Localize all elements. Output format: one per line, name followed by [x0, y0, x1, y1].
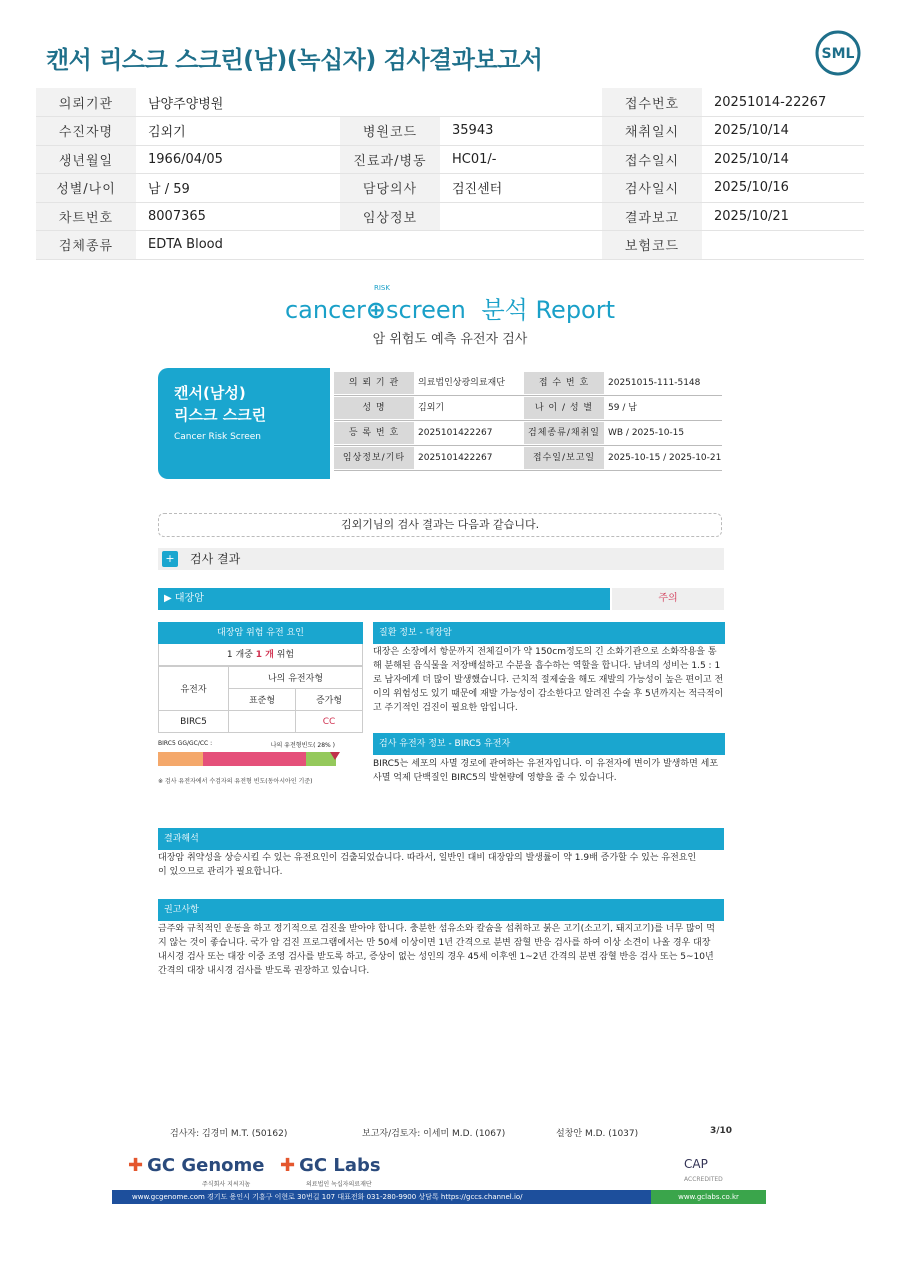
- banner-row: [334, 422, 722, 446]
- info-value: 2025/10/16: [702, 174, 864, 203]
- info-value: 20251014-22267: [702, 88, 864, 117]
- banner-row: [334, 447, 722, 471]
- gene-name: BIRC5: [159, 711, 229, 733]
- info-label: 성별/나이: [36, 174, 136, 203]
- footer-bar: [112, 1190, 766, 1204]
- info-value: [440, 231, 602, 260]
- report-subtitle: 암 위험도 예측 유전자 검사: [372, 332, 528, 347]
- banner-label: 검체종류/채취일: [524, 422, 604, 444]
- info-value: EDTA Blood: [136, 231, 340, 260]
- info-value: 8007365: [136, 202, 340, 231]
- banner-label: 성 명: [334, 397, 414, 419]
- info-label: 채취일시: [602, 117, 702, 146]
- disease-info-text: 대장은 소장에서 항문까지 전체길이가 약 150cm정도의 긴 소화기관으로 소화작용을 통해 분해된 음식물을 저장배설하고 수분을 흡수하는 역할을 합니다. 남녀의 성비는 1.5 : 1로 남자에게 더 많이 발생했습니다. 근치적 절제술을 해도 재발의 가능성이 높은 편이고 전이의 위험성도 있기 때문에 재발 가능성이 감소한다고 알려진 수술 후 5년까지는 적극적이고 주기적인 검진이 필요한 암입니다.: [373, 647, 724, 713]
- info-label: 수진자명: [36, 117, 136, 146]
- risk-title: 대장암 위험 유전 요인: [158, 622, 363, 644]
- info-row: [36, 202, 864, 231]
- gc-labs-logo: ✚ GC Labs: [280, 1155, 381, 1176]
- cancer-type-bar: ▶ 대장암: [158, 588, 610, 610]
- frequency-bar: [158, 752, 336, 766]
- info-label: 검사일시: [602, 174, 702, 203]
- banner-label: 접수일/보고일: [524, 447, 604, 469]
- footer-address: www.gcgenome.com 경기도 용인시 기흥구 이현로 30번길 107 대표전화 031-280-9900 상담톡 https://gccs.channel.io/: [132, 1193, 523, 1201]
- banner-value: 2025101422267: [418, 453, 493, 463]
- banner-value: 2025101422267: [418, 428, 493, 438]
- banner-value: 김외기: [418, 403, 445, 413]
- cap-logo: CAP: [684, 1157, 708, 1171]
- banner-title: 캔서(남성) 리스크 스크린 Cancer Risk Screen: [158, 368, 330, 479]
- info-value: 35943: [440, 117, 602, 146]
- banner-value: 2025-10-15 / 2025-10-21: [608, 453, 722, 463]
- reporter-name: 보고자/검토자: 이세미 M.D. (1067): [362, 1129, 506, 1139]
- frequency-footnote: ※ 검사 유전자에서 수검자의 유전형 빈도(동아시아인 기준): [158, 778, 313, 785]
- info-row: [36, 174, 864, 203]
- info-value: 김외기: [136, 117, 340, 146]
- banner-value: 59 / 남: [608, 403, 637, 413]
- info-value: 남양주양병원: [136, 88, 340, 117]
- banner-label: 임상정보/기타: [334, 447, 414, 469]
- info-value: [440, 88, 602, 117]
- info-label: 담당의사: [340, 174, 440, 203]
- tester-name: 검사자: 김경미 M.T. (50162): [170, 1129, 288, 1139]
- info-row: [36, 231, 864, 260]
- interpretation-text: 대장암 취약성을 상승시킬 수 있는 유전요인이 검출되었습니다. 따라서, 일반인 대비 대장암의 발생률이 약 1.9배 증가할 수 있는 유전요인이 있으므로 관리가 필요합니다.: [158, 853, 697, 877]
- gene-info-header: 검사 유전자 정보 - BIRC5 유전자: [373, 733, 725, 755]
- document-icon: +: [162, 551, 178, 567]
- gc-genome-logo: ✚ GC Genome: [128, 1155, 265, 1176]
- banner-label: 나 이 / 성 별: [524, 397, 604, 419]
- banner-label: 의 뢰 기 관: [334, 372, 414, 394]
- banner-label: 접 수 번 호: [524, 372, 604, 394]
- third-signer-name: 설창안 M.D. (1037): [556, 1129, 639, 1139]
- info-label: 보험코드: [602, 231, 702, 260]
- info-value: 검진센터: [440, 174, 602, 203]
- status-badge: 주의: [612, 588, 724, 610]
- info-value: 2025/10/21: [702, 202, 864, 231]
- interpretation-header: 결과해석: [158, 828, 724, 850]
- info-label: 임상정보: [340, 202, 440, 231]
- cross-icon: ✚: [280, 1155, 296, 1176]
- info-value: 1966/04/05: [136, 145, 340, 174]
- page-number: 3/10: [710, 1126, 733, 1136]
- info-label: 결과보고: [602, 202, 702, 231]
- info-label: 의뢰기관: [36, 88, 136, 117]
- gene-info-text: BIRC5는 세포의 사멸 경로에 관여하는 유전자입니다. 이 유전자에 변이가 발생하면 세포 사멸 억제 단백질인 BIRC5의 발현량에 영향을 줄 수 있습니다.: [373, 759, 719, 783]
- info-value: 2025/10/14: [702, 145, 864, 174]
- risk-factor-box: [158, 622, 363, 733]
- frequency-bar-label: BIRC5 GG/GC/CC : 나의 유전형빈도( 28% ): [158, 740, 335, 749]
- info-label: 진료과/병동: [340, 145, 440, 174]
- info-label: 접수일시: [602, 145, 702, 174]
- disease-info-header: 질환 정보 - 대장암: [373, 622, 725, 644]
- banner-row: [334, 372, 722, 396]
- info-row: [36, 145, 864, 174]
- info-value: [440, 202, 602, 231]
- banner-label: 등 록 번 호: [334, 422, 414, 444]
- info-value: HC01/-: [440, 145, 602, 174]
- recommendation-text: 금주와 규칙적인 운동을 하고 정기적으로 검진을 받아야 합니다. 충분한 섬유소와 칼슘을 섭취하고 붉은 고기(소고기, 돼지고기)를 너무 많이 먹지 않는 것이 좋습니다. 국가 암 검진 프로그램에서는 만 50세 이상이면 1년 간격으로 분변 잠혈 반응 검사를 하여 이상 소견이 나올 경우 대장 내시경 검사 또는 대장 이중 조영 검사를 받도록 하고, 증상이 없는 성인의 경우 45세 이후엔 1~2년 간격의 분변 잠혈 반응 검사 또는 5~10년 간격의 대장 내시경 검사를 받도록 권장하고 있습니다.: [158, 924, 715, 976]
- page-title: 캔서 리스크 스크린(남)(녹십자) 검사결과보고서: [46, 46, 543, 74]
- recommendation-header: 권고사항: [158, 899, 724, 921]
- info-label: 생년월일: [36, 145, 136, 174]
- banner-value: 20251015-111-5148: [608, 378, 701, 388]
- brand-risk-mark: RISK: [374, 284, 390, 292]
- info-label: 차트번호: [36, 202, 136, 231]
- info-value: [702, 231, 864, 260]
- svg-text:SML: SML: [821, 46, 855, 62]
- banner-value: WB / 2025-10-15: [608, 428, 685, 438]
- info-value: 2025/10/14: [702, 117, 864, 146]
- patient-info-table: [36, 88, 864, 260]
- info-value: 남 / 59: [136, 174, 340, 203]
- report-banner: [158, 368, 722, 479]
- risk-count: 1 개중 1 개 위험: [158, 644, 363, 666]
- footer-url[interactable]: www.gclabs.co.kr: [651, 1190, 766, 1204]
- sml-logo: [815, 30, 861, 76]
- cross-icon: ✚: [128, 1155, 144, 1176]
- my-frequency-marker: [330, 752, 340, 760]
- info-label: [340, 231, 440, 260]
- info-label: 병원코드: [340, 117, 440, 146]
- genotype-value: CC: [296, 711, 363, 733]
- cap-accredited: ACCREDITED: [684, 1176, 723, 1183]
- banner-value: 의료법인상광의료재단: [418, 378, 505, 388]
- info-row: [36, 117, 864, 146]
- section-header-results: + 검사 결과: [158, 548, 724, 570]
- banner-row: [334, 397, 722, 421]
- report-brand: cancer⊕screen 분석 Report RISK: [284, 284, 616, 324]
- info-label: 접수번호: [602, 88, 702, 117]
- result-message: 김외기님의 검사 결과는 다음과 같습니다.: [158, 513, 722, 537]
- info-row: [36, 88, 864, 117]
- genotype-table: 유전자 나의 유전자형 표준형 증가형 BIRC5 CC: [158, 666, 363, 733]
- info-label: 검체종류: [36, 231, 136, 260]
- info-label: [340, 88, 440, 117]
